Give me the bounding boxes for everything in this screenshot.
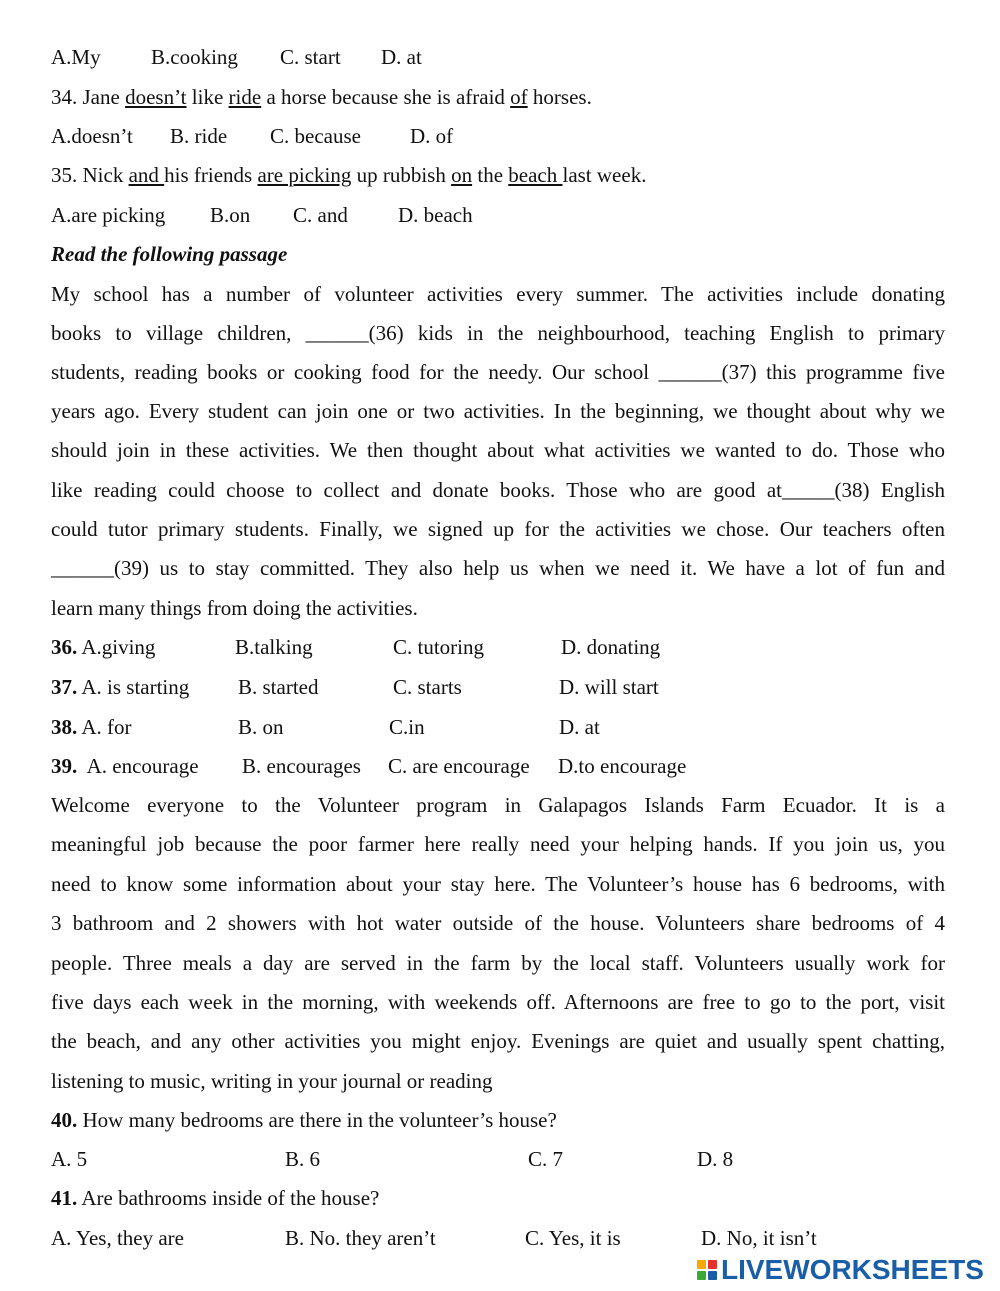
q36-option-c: C. tutoring [393,635,485,659]
q39-option-c: C. are encourage [388,754,530,778]
passage2-line: meaningful job because the poor farmer here really need your helping hands. If you join us, you [51,832,945,856]
q39-option-b: B. encourages [242,754,361,778]
q37-option-c: C. starts [393,675,462,699]
q41-question: 41. Are bathrooms inside of the house? [51,1186,380,1210]
q40-option-a: A. 5 [51,1147,88,1171]
q33-option-b: B.cooking [151,45,238,69]
q39-option-d: D.to encourage [558,754,687,778]
q38-option-b: B. on [238,715,284,739]
q33-option-a: A.My [51,45,101,69]
q36-option-a: 36. A.giving [51,635,156,659]
q35-option-a: A.are picking [51,203,166,227]
q35-option-b: B.on [210,203,251,227]
q41-option-a: A. Yes, they are [51,1226,184,1250]
q37-option-d: D. will start [559,675,659,699]
passage2-line: need to know some information about your stay here. The Volunteer’s house has 6 bedrooms, with [51,872,945,896]
logo-square [708,1271,717,1280]
passage1-line: learn many things from doing the activities. [51,596,418,620]
q35-question: 35. Nick and his friends are picking up rubbish on the beach last week. [51,163,647,187]
q41-option-c: C. Yes, it is [525,1226,621,1250]
passage2-line: listening to music, writing in your journal or reading [51,1069,493,1093]
q34-option-b: B. ride [170,124,228,148]
passage1-line: could tutor primary students. Finally, we signed up for the activities we chose. Our teachers often [51,517,945,541]
q40-option-c: C. 7 [528,1147,564,1171]
q34-question: 34. Jane doesn’t like ride a horse because she is afraid of horses. [51,85,592,109]
q40-option-d: D. 8 [697,1147,734,1171]
logo-square [697,1271,706,1280]
logo-square [708,1260,717,1269]
q39-option-a: 39. A. encourage [51,754,199,778]
q36-option-d: D. donating [561,635,661,659]
passage1-line: like reading could choose to collect and donate books. Those who are good at_____(38) English [51,478,945,502]
q38-option-c: C.in [389,715,425,739]
passage2-line: five days each week in the morning, with weekends off. Afternoons are free to go to the port, visit [51,990,945,1014]
q34-option-a: A.doesn’t [51,124,133,148]
passage2-line: 3 bathroom and 2 showers with hot water outside of the house. Volunteers share bedrooms of 4 [51,911,945,935]
q35-option-d: D. beach [398,203,473,227]
q37-option-a: 37. A. is starting [51,675,190,699]
q37-option-b: B. started [238,675,319,699]
q34-option-c: C. because [270,124,361,148]
logo-grid-icon [697,1260,717,1280]
q33-option-c: C. start [280,45,341,69]
q40-question: 40. How many bedrooms are there in the volunteer’s house? [51,1108,557,1132]
q35-option-c: C. and [293,203,348,227]
q41-option-d: D. No, it isn’t [701,1226,817,1250]
q36-option-b: B.talking [235,635,313,659]
passage1-line: ______(39) us to stay committed. They also help us when we need it. We have a lot of fun and [51,556,945,580]
q34-option-d: D. of [410,124,454,148]
passage2-line: the beach, and any other activities you might enjoy. Evenings are quiet and usually spent chatting, [51,1029,945,1053]
q38-option-d: D. at [559,715,600,739]
passage1-line: My school has a number of volunteer activities every summer. The activities include donating [51,282,945,306]
q33-option-d: D. at [381,45,422,69]
passage2-line: Welcome everyone to the Volunteer program in Galapagos Islands Farm Ecuador. It is a [51,793,945,817]
logo-text: LIVEWORKSHEETS [721,1254,984,1285]
passage1-line: books to village children, ______(36) kids in the neighbourhood, teaching English to primary [51,321,945,345]
q40-option-b: B. 6 [285,1147,321,1171]
passage-heading: Read the following passage [51,242,288,266]
passage1-line: should join in these activities. We then thought about what activities we wanted to do. Those who [51,438,945,462]
q41-option-b: B. No. they aren’t [285,1226,436,1250]
passage1-line: students, reading books or cooking food for the needy. Our school ______(37) this programme five [51,360,945,384]
q38-option-a: 38. A. for [51,715,132,739]
passage2-line: people. Three meals a day are served in the farm by the local staff. Volunteers usually work for [51,951,945,975]
passage1-line: years ago. Every student can join one or two activities. In the beginning, we thought about why we [51,399,945,423]
logo-square [697,1260,706,1269]
liveworksheets-logo[interactable] [697,1255,984,1285]
